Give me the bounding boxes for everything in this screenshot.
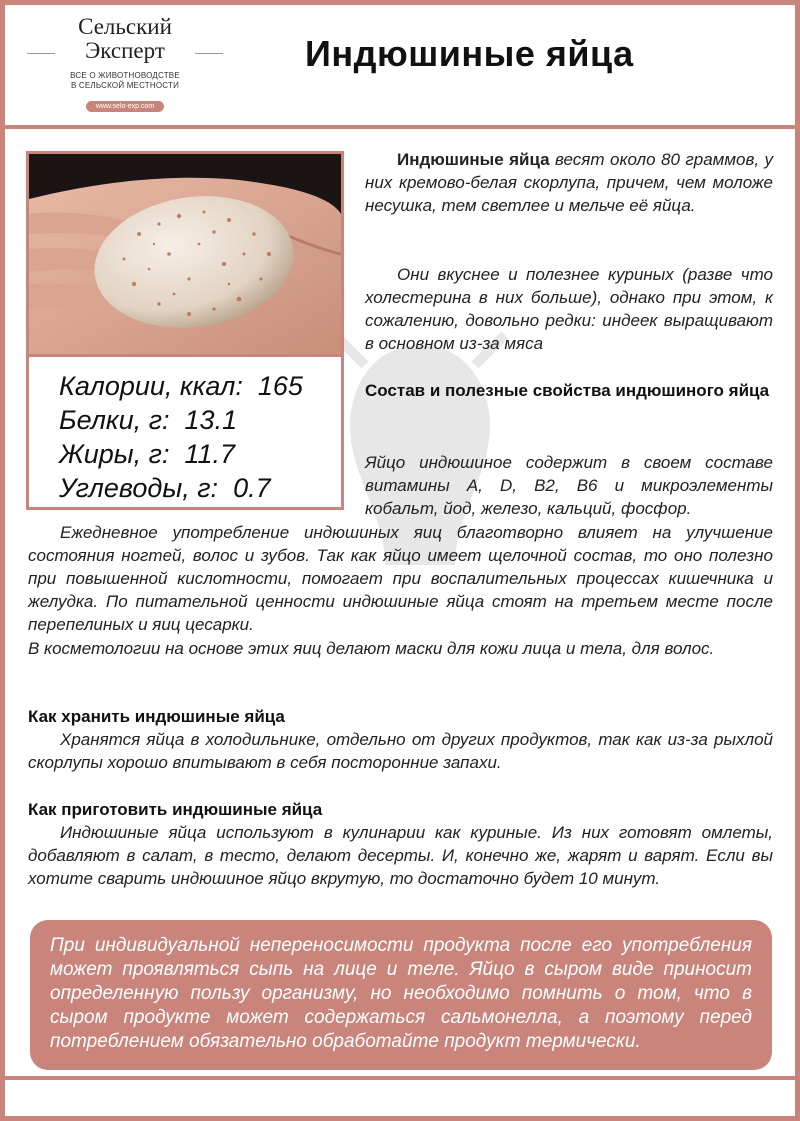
- composition-paragraph-1: Яйцо индюшиное содержит в своем составе витамины A, D, B2, B6 и микроэлементы кобальт, йод, железо, кальций, фосфор.: [365, 453, 773, 518]
- nutrition-row-protein: Белки, г: 13.1: [59, 405, 238, 435]
- storage-heading: Как хранить индюшиные яйца: [28, 707, 285, 726]
- nutrition-row-calories: Калории, ккал: 165: [59, 371, 303, 401]
- footer-divider: [5, 1076, 795, 1080]
- cooking-text: Индюшиные яйца используют в кулинарии как куриные. Из них готовят омлеты, добавляют в салат, в тесто, делают десерты. И, конечно же, жарят и варят. Если вы хотите сварить индюшиное яйцо вкрутую, то достаточно будет 10 минут.: [28, 823, 773, 888]
- logo-tagline-line2: В СЕЛЬСКОЙ МЕСТНОСТИ: [70, 81, 180, 90]
- composition-paragraph-3: В косметологии на основе этих яиц делают маски для кожи лица и тела, для волос.: [28, 639, 715, 658]
- header-divider: [5, 125, 795, 129]
- logo-rule-left: [27, 53, 55, 54]
- composition-heading: Состав и полезные свойства индюшиного яйца: [365, 381, 770, 400]
- logo-url-badge[interactable]: www.selo-exp.com: [86, 101, 164, 112]
- composition-paragraph-2: Ежедневное употребление индюшиных яиц благотворно влияет на улучшение состояния ногтей, волос и зубов. Так как яйцо имеет щелочной состав, то оно полезно при повышенной кислотности, помогает при воспалительных процессах кишечника и желудка. По питательной ценности индюшиные яйца стоят на третьем месте после перепелиных и яиц цесарки.: [28, 523, 773, 634]
- cooking-heading: Как приготовить индюшиные яйца: [28, 800, 323, 819]
- warning-box: [30, 920, 772, 1070]
- intro-paragraph-2: Они вкуснее и полезнее куриных (разве что холестерина в них больше), однако при этом, к сожалению, довольно редки: индеек выращивают в основном из-за мяса: [365, 265, 773, 353]
- nutrition-row-carbs: Углеводы, г: 0.7: [59, 473, 271, 503]
- logo-rule-right: [195, 53, 223, 54]
- warning-text: При индивидуальной непереносимости продукта после его употребления может проявляться сыпь на лице и теле. Яйцо в сыром виде приносит определенную пользу организму, но необходимо помнить о том, что в сыром продукте может содержаться сальмонелла, а поэтому перед потреблением обязательно обработайте продукт термически.: [50, 935, 752, 1052]
- logo-name-line2: Эксперт: [85, 38, 165, 63]
- egg-photo: [26, 151, 344, 357]
- logo-name-line1: Сельский: [78, 14, 172, 39]
- logo-tagline-line1: ВСЕ О ЖИВОТНОВОДСТВЕ: [70, 71, 180, 80]
- storage-text: Хранятся яйца в холодильнике, отдельно от других продуктов, так как из-за рыхлой скорлупы хорошо впитывают в себя посторонние запахи.: [28, 730, 773, 772]
- brand-logo: [35, 15, 215, 125]
- page-title: Индюшиные яйца: [305, 33, 634, 74]
- infographic-page: [5, 5, 795, 1116]
- nutrition-row-fat: Жиры, г: 11.7: [59, 439, 236, 469]
- nutrition-box: [26, 354, 344, 510]
- intro-paragraph-1: Индюшиные яйца весят около 80 граммов, у них кремово-белая скорлупа, причем, чем моложе несушка, тем светлее и мельче её яйца.: [365, 150, 773, 215]
